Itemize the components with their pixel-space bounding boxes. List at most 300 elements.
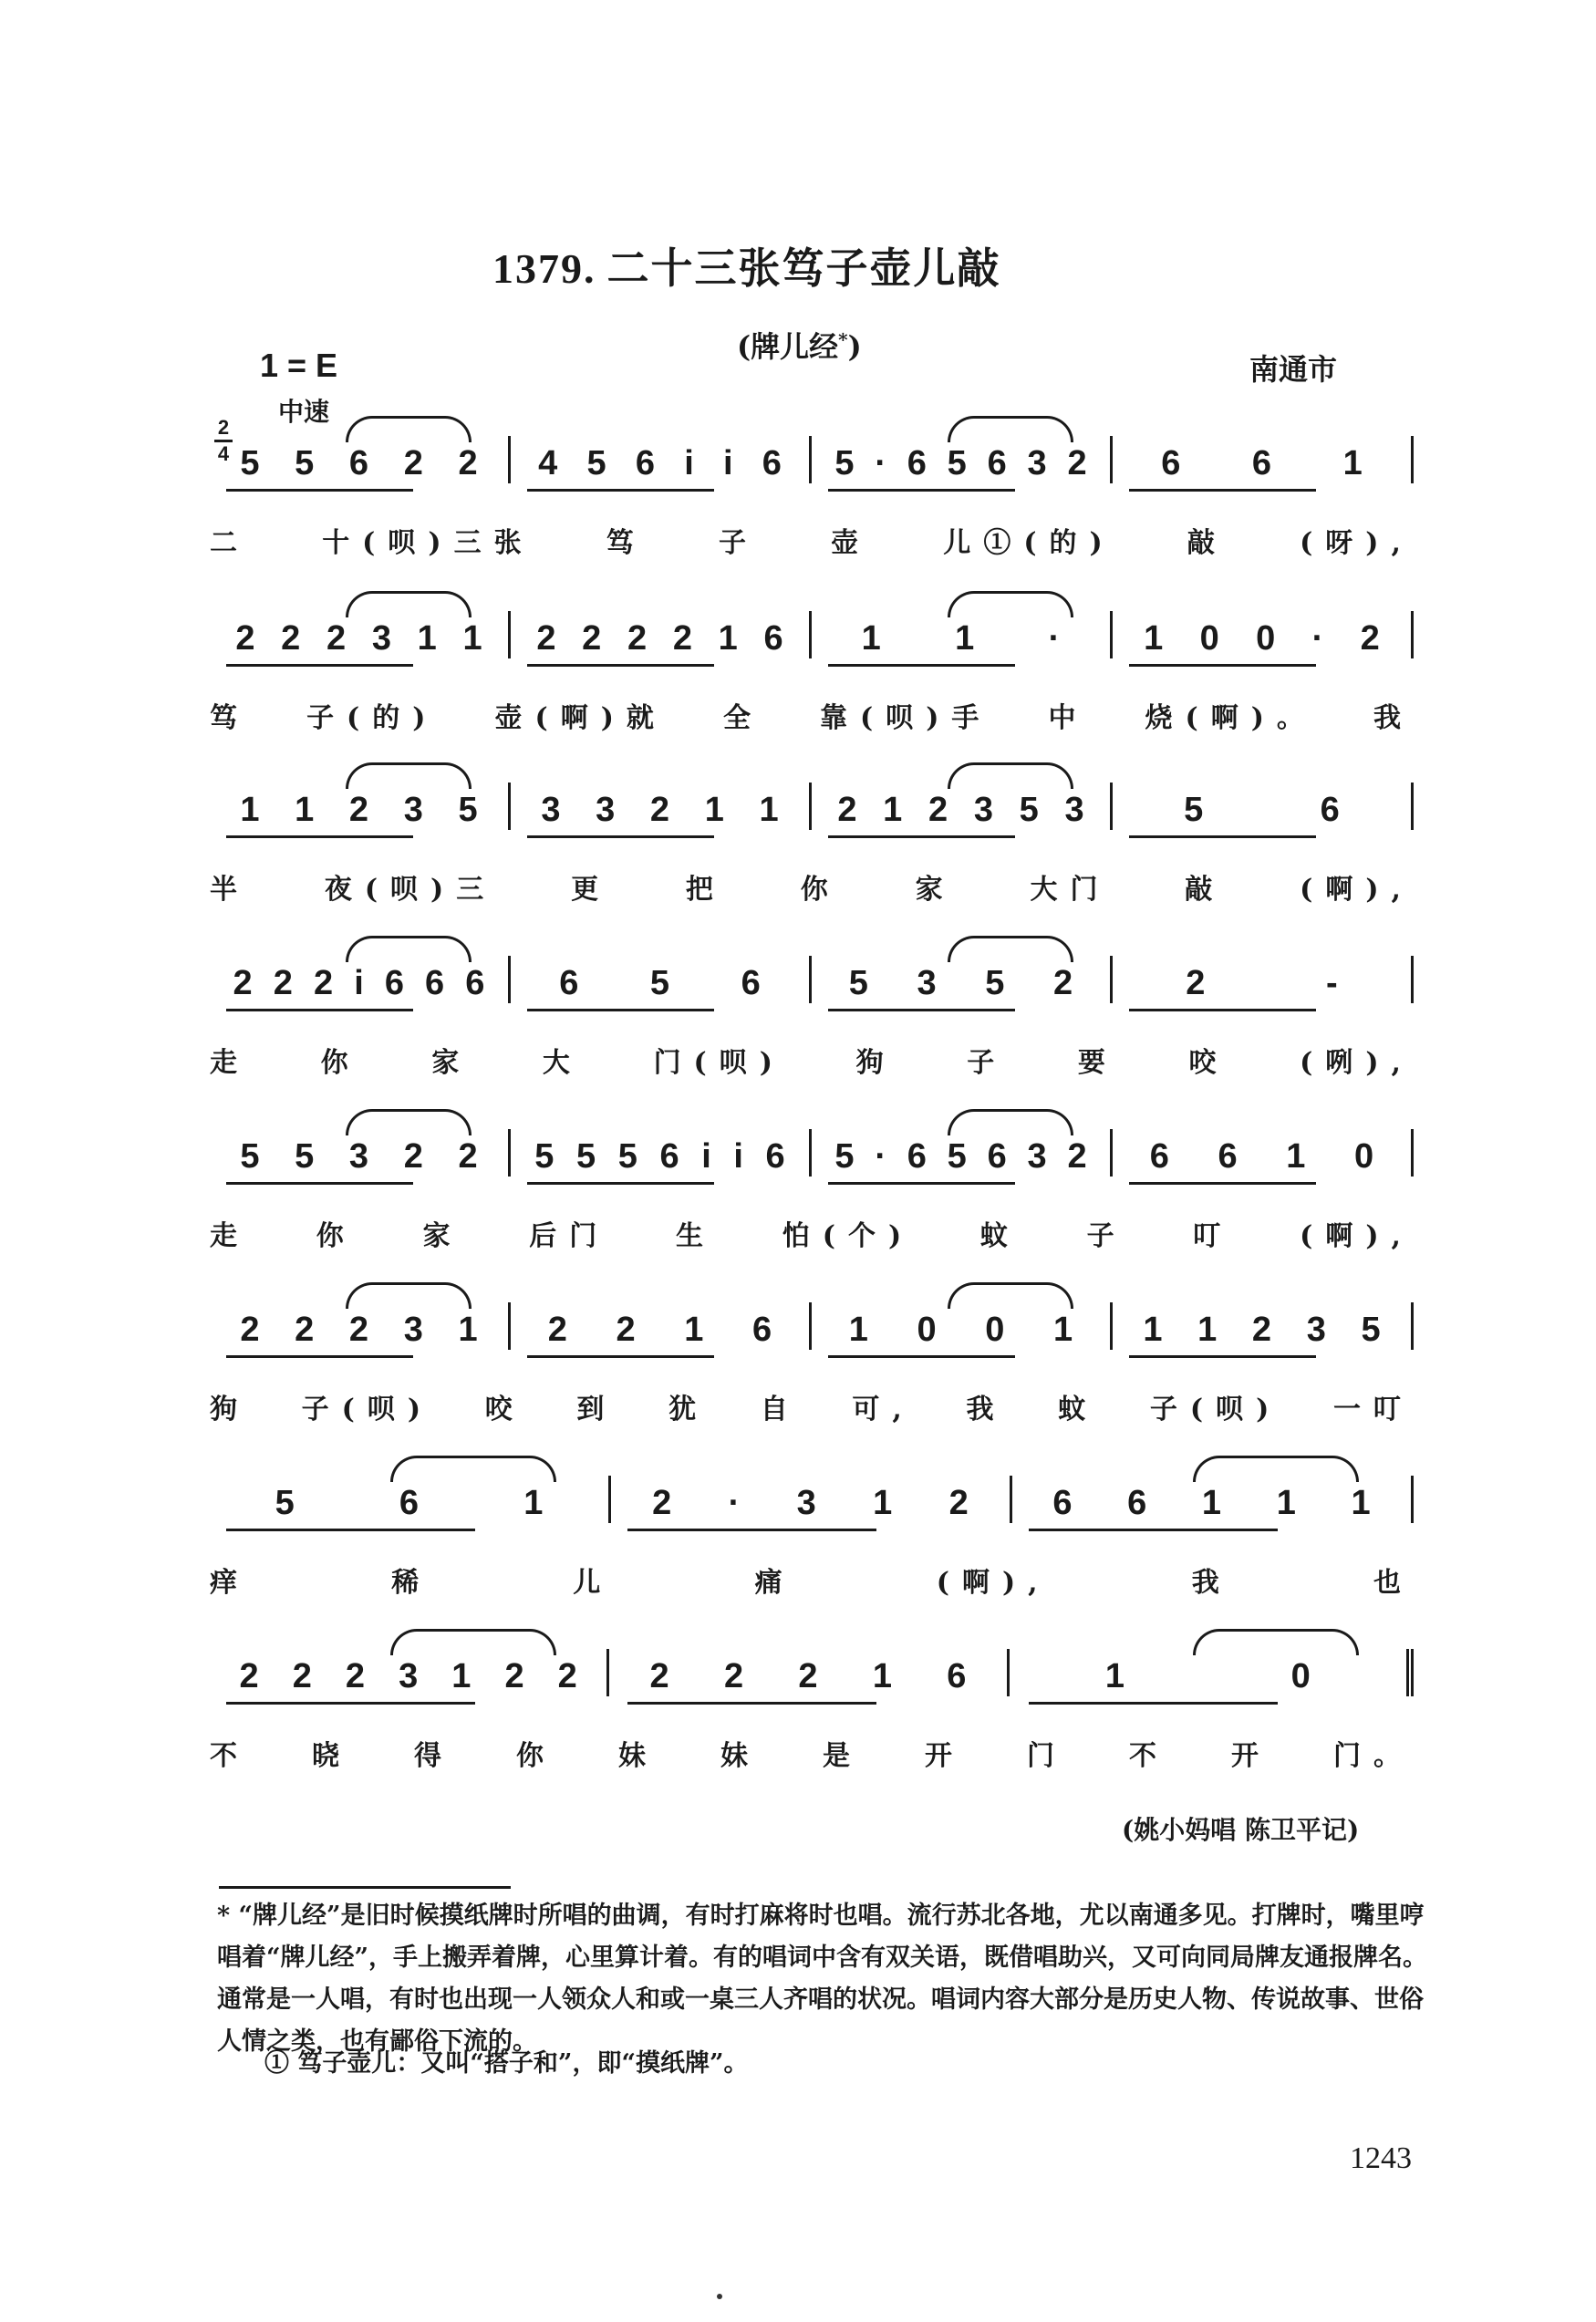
note: 1: [1201, 1484, 1222, 1522]
slur-mark: [948, 416, 1073, 442]
slur-mark: [346, 591, 472, 617]
note: 0: [985, 1311, 1005, 1349]
lyric-syllable: 门(呗): [653, 1047, 785, 1079]
note: 2: [233, 964, 253, 1002]
note: 6: [987, 444, 1007, 482]
beam-line: [226, 1529, 475, 1531]
slur-mark: [1193, 1629, 1359, 1655]
note: 5: [240, 444, 260, 482]
lyric-syllable: 子: [1086, 1220, 1127, 1252]
measure: [1113, 783, 1414, 830]
note: 5: [649, 964, 670, 1002]
note: 1: [873, 1484, 893, 1522]
note: 3: [596, 791, 616, 829]
lyric-syllable: 怕(个): [782, 1220, 915, 1252]
beam-line: [226, 835, 413, 838]
note: 2: [1067, 444, 1087, 482]
beam-line: [627, 1529, 876, 1531]
note: 1: [883, 791, 903, 829]
note: 2: [348, 791, 369, 829]
note: 1: [684, 1311, 704, 1349]
beam-line: [1129, 1182, 1316, 1185]
score-system: [210, 956, 1414, 1093]
lyric-syllable: 走: [210, 1220, 250, 1252]
lyric-syllable: 蚊: [979, 1220, 1021, 1252]
lyric-syllable: 十(呗)三张: [322, 527, 534, 559]
lyric-syllable: 一叮: [1332, 1394, 1414, 1425]
measure: [1113, 1129, 1414, 1177]
lyric-syllable: 到: [576, 1394, 617, 1425]
notes-row: [210, 611, 1414, 658]
measure: [1113, 956, 1414, 1003]
lyric-syllable: 我: [1191, 1567, 1232, 1599]
note: 5: [576, 1137, 596, 1176]
note: ·: [875, 444, 886, 482]
measure: [210, 1649, 609, 1696]
score-system: [210, 783, 1414, 919]
lyric-syllable: 咬: [1188, 1047, 1229, 1079]
note: 0: [1199, 619, 1219, 658]
score-system: [210, 1129, 1414, 1266]
measure: [812, 956, 1113, 1003]
measure: [210, 436, 511, 483]
note: i: [684, 444, 694, 482]
note: 3: [403, 791, 423, 829]
slur-mark: [1193, 1456, 1359, 1482]
note: 0: [1256, 619, 1276, 658]
lyric-syllable: 把: [685, 874, 726, 906]
note: 6: [659, 1137, 679, 1176]
note: 2: [458, 444, 478, 482]
slur-mark: [948, 762, 1073, 789]
song-origin: 南通市: [1249, 352, 1338, 387]
measure: [210, 783, 511, 830]
note: -: [1326, 964, 1338, 1002]
beam-line: [527, 664, 714, 667]
note: 2: [627, 619, 648, 658]
note: 6: [1320, 791, 1340, 829]
measure: [609, 1649, 1009, 1696]
note: 5: [275, 1484, 295, 1522]
beam-line: [226, 1702, 475, 1705]
lyric-syllable: 烧(啊)。: [1145, 702, 1317, 734]
song-subtitle: [737, 324, 862, 366]
lyric-syllable: 家: [915, 874, 956, 906]
subtitle-close: ): [847, 329, 862, 364]
note: 2: [240, 1311, 260, 1349]
note: 2: [313, 964, 334, 1002]
lyric-syllable: 不: [1129, 1740, 1169, 1772]
measure: [511, 1129, 812, 1177]
note: 5: [534, 1137, 554, 1176]
note: i: [354, 964, 364, 1002]
note: 2: [798, 1657, 818, 1695]
lyric-syllable: 你: [316, 1220, 357, 1252]
note: 2: [403, 444, 423, 482]
beam-line: [828, 1355, 1015, 1358]
lyric-syllable: 壶: [831, 527, 872, 559]
lyric-syllable: 中: [1048, 702, 1089, 734]
lyric-syllable: 敲: [1185, 874, 1226, 906]
measure: [1010, 1649, 1414, 1696]
note: 2: [281, 619, 301, 658]
tempo-marking: 中速: [278, 397, 330, 427]
measure: [210, 956, 511, 1003]
note: 2: [582, 619, 602, 658]
note: 6: [399, 1484, 420, 1522]
beam-line: [226, 489, 413, 492]
lyric-syllable: 子(呗): [301, 1394, 434, 1425]
lyric-syllable: 不: [210, 1740, 250, 1772]
beam-line: [527, 489, 714, 492]
lyric-syllable: (啊),: [1300, 1220, 1414, 1252]
slur-mark: [948, 1282, 1073, 1309]
beam-line: [226, 664, 413, 667]
score-system: [210, 1476, 1414, 1612]
note: 2: [536, 619, 556, 658]
beam-line: [527, 835, 714, 838]
beam-line: [226, 1182, 413, 1185]
lyric-syllable: 夜(呗)三: [324, 874, 497, 906]
slur-mark: [346, 762, 472, 789]
beam-line: [226, 1009, 413, 1011]
note: 5: [947, 444, 967, 482]
note: 5: [848, 964, 868, 1002]
notes-row: [210, 1302, 1414, 1350]
note: 6: [947, 1657, 967, 1695]
lyric-syllable: 全: [722, 702, 763, 734]
lyric-syllable: 可,: [852, 1394, 915, 1425]
note: 1: [759, 791, 779, 829]
footnote-divider: [219, 1886, 511, 1889]
subtitle-text: (牌儿经: [737, 329, 839, 364]
note: 6: [907, 444, 927, 482]
measure: [1012, 1476, 1414, 1523]
lyric-syllable: 子: [718, 527, 759, 559]
note: 6: [348, 444, 369, 482]
note: 0: [1354, 1137, 1374, 1176]
note: 2: [616, 1311, 636, 1349]
slur-mark: [346, 1282, 472, 1309]
note: 6: [384, 964, 404, 1002]
beam-line: [1129, 1009, 1316, 1011]
song-title: [492, 235, 1001, 295]
measure: [210, 1302, 511, 1350]
note: 6: [635, 444, 655, 482]
measure: [812, 611, 1113, 658]
note: 6: [741, 964, 761, 1002]
note: 2: [1251, 1311, 1272, 1349]
lyrics-row: [210, 520, 1414, 560]
note: 5: [947, 1137, 967, 1176]
note: 1: [848, 1311, 868, 1349]
lyric-syllable: 壶(啊)就: [494, 702, 667, 734]
measure: [511, 1302, 812, 1350]
note: 2: [837, 791, 857, 829]
note: 3: [403, 1311, 423, 1349]
note: 5: [240, 1137, 260, 1176]
note: 2: [948, 1484, 969, 1522]
lyric-syllable: 门: [1027, 1740, 1067, 1772]
note: 6: [559, 964, 579, 1002]
lyric-syllable: 儿①(的): [943, 527, 1115, 559]
note: 4: [538, 444, 558, 482]
note: 1: [1053, 1311, 1073, 1349]
note: 1: [955, 619, 975, 658]
note: 6: [763, 619, 783, 658]
measure: [1113, 611, 1414, 658]
note: 1: [1342, 444, 1363, 482]
note: 3: [973, 791, 993, 829]
notes-row: [210, 436, 1414, 483]
lyric-syllable: 子(的): [306, 702, 439, 734]
page-number: 1243: [1350, 2141, 1412, 2175]
beam-line: [1029, 1702, 1278, 1705]
note: 1: [861, 619, 881, 658]
lyric-syllable: 叮: [1193, 1220, 1234, 1252]
footnote-1: ① 笃子壶儿：又叫“搭子和”，即“摸纸牌”。: [264, 2049, 749, 2078]
note: 5: [834, 1137, 855, 1176]
lyric-syllable: 晓: [312, 1740, 352, 1772]
measure: [210, 1129, 511, 1177]
note: 3: [399, 1657, 419, 1695]
note: 2: [1067, 1137, 1087, 1176]
lyric-syllable: 更: [571, 874, 612, 906]
beam-line: [1129, 835, 1316, 838]
lyric-syllable: 生: [676, 1220, 716, 1252]
beam-line: [1129, 1355, 1316, 1358]
lyric-syllable: 也: [1373, 1567, 1414, 1599]
lyric-syllable: 敲: [1187, 527, 1228, 559]
measure: [812, 1302, 1113, 1350]
note: 2: [1360, 619, 1380, 658]
note: 6: [425, 964, 445, 1002]
note: 1: [523, 1484, 544, 1522]
note: i: [733, 1137, 743, 1176]
lyric-syllable: (咧),: [1300, 1047, 1414, 1079]
note: 2: [403, 1137, 423, 1176]
note: 0: [1290, 1657, 1311, 1695]
lyrics-row: [210, 1560, 1414, 1600]
measure: [1113, 436, 1414, 483]
note: 3: [1306, 1311, 1326, 1349]
lyrics-row: [210, 1040, 1414, 1080]
lyric-syllable: 大门: [1030, 874, 1111, 906]
note: 6: [1052, 1484, 1073, 1522]
lyric-syllable: 咬: [484, 1394, 525, 1425]
note: 5: [1361, 1311, 1381, 1349]
lyric-syllable: 家: [431, 1047, 472, 1079]
note: 1: [451, 1657, 472, 1695]
lyric-syllable: 得: [414, 1740, 454, 1772]
note: 2: [557, 1657, 577, 1695]
lyric-syllable: 走: [210, 1047, 250, 1079]
beam-line: [828, 1009, 1015, 1011]
note: 5: [985, 964, 1005, 1002]
scan-speck: [717, 2294, 722, 2299]
note: 3: [1064, 791, 1084, 829]
note: 3: [348, 1137, 369, 1176]
slur-mark: [346, 936, 472, 962]
lyric-syllable: 狗: [210, 1394, 250, 1425]
lyrics-row: [210, 866, 1414, 907]
lyric-syllable: 稀: [391, 1567, 432, 1599]
measure: [511, 436, 812, 483]
note: 2: [928, 791, 948, 829]
lyric-syllable: 痒: [210, 1567, 250, 1599]
note: 2: [326, 619, 347, 658]
lyric-syllable: 痛: [754, 1567, 795, 1599]
performer-credit: (姚小妈唱 陈卫平记): [1122, 1815, 1360, 1845]
score-system: [210, 1302, 1414, 1439]
note: 1: [1143, 1311, 1163, 1349]
note: 5: [834, 444, 855, 482]
note: 2: [652, 1484, 672, 1522]
note: 6: [1149, 1137, 1169, 1176]
lyric-syllable: 要: [1077, 1047, 1118, 1079]
slur-mark: [948, 1109, 1073, 1135]
note: 6: [907, 1137, 927, 1176]
note: ·: [1311, 619, 1324, 658]
slur-mark: [390, 1456, 556, 1482]
lyric-syllable: 后门: [529, 1220, 610, 1252]
note: 1: [704, 791, 724, 829]
lyric-syllable: 半: [210, 874, 250, 906]
beam-line: [527, 1355, 714, 1358]
note: 2: [273, 964, 293, 1002]
beam-line: [1029, 1529, 1278, 1531]
lyric-syllable: 笃: [210, 702, 250, 734]
note: 1: [417, 619, 437, 658]
note: i: [722, 444, 733, 482]
lyric-syllable: 大: [542, 1047, 583, 1079]
note: 6: [1127, 1484, 1147, 1522]
lyrics-row: [210, 1213, 1414, 1253]
note: 6: [465, 964, 485, 1002]
note: 1: [1276, 1484, 1296, 1522]
beam-line: [828, 1182, 1015, 1185]
notes-row: [210, 1129, 1414, 1177]
note: 1: [1197, 1311, 1218, 1349]
note: 6: [987, 1137, 1007, 1176]
lyric-syllable: 门。: [1333, 1740, 1414, 1772]
note: 0: [917, 1311, 937, 1349]
notes-row: [210, 783, 1414, 830]
lyric-syllable: 家: [422, 1220, 463, 1252]
lyric-syllable: 靠(呗)手: [820, 702, 992, 734]
measure: [1113, 1302, 1414, 1350]
note: 5: [295, 1137, 315, 1176]
note: 2: [345, 1657, 366, 1695]
key-signature: 1 = E: [260, 347, 338, 384]
note: 6: [1251, 444, 1272, 482]
lyric-syllable: 自: [760, 1394, 801, 1425]
lyric-syllable: 子(呗): [1149, 1394, 1282, 1425]
slur-mark: [346, 416, 472, 442]
song-title-text: 二十三张笃子壶儿敲: [606, 244, 1001, 293]
note: 2: [1053, 964, 1073, 1002]
note: 5: [458, 791, 478, 829]
note: 6: [765, 1137, 785, 1176]
note: 3: [541, 791, 561, 829]
note: 1: [1104, 1657, 1125, 1695]
note: 2: [292, 1657, 312, 1695]
measure: [511, 611, 812, 658]
note: 2: [348, 1311, 369, 1349]
note: 1: [240, 791, 260, 829]
note: 1: [458, 1311, 478, 1349]
measure: [210, 611, 511, 658]
note: 2: [672, 619, 692, 658]
note: 3: [371, 619, 391, 658]
note: 2: [239, 1657, 259, 1695]
lyric-syllable: 开: [925, 1740, 965, 1772]
beam-line: [828, 489, 1015, 492]
note: 2: [547, 1311, 567, 1349]
lyric-syllable: (啊),: [936, 1567, 1051, 1599]
note: 2: [235, 619, 255, 658]
lyric-syllable: 犹: [668, 1394, 710, 1425]
beam-line: [828, 835, 1015, 838]
beam-line: [1129, 664, 1316, 667]
note: 1: [295, 791, 315, 829]
lyrics-row: [210, 695, 1414, 735]
note: 3: [1027, 1137, 1047, 1176]
note: 1: [1286, 1137, 1306, 1176]
footnote: * “牌儿经”是旧时候摸纸牌时所唱的曲调，有时打麻将时也唱。流行苏北各地，尤以南通多见。打牌时，嘴里哼唱着“牌儿经”，手上搬弄着牌，心里算计着。有的唱词中含有双关语，既借唱助兴，又可向同局牌友通报牌名。通常是一人唱，有时也出现一人领众人和或一桌三人齐唱的状况。唱词内容大部分是历史人物、传说故事、世俗人情之类，也有鄙俗下流的。: [217, 1902, 1428, 2056]
measure: [210, 1476, 611, 1523]
beam-line: [1129, 489, 1316, 492]
measure: [812, 436, 1113, 483]
lyric-syllable: 笃: [606, 527, 647, 559]
note: 6: [762, 444, 782, 482]
lyric-syllable: (呀),: [1300, 527, 1414, 559]
note: 1: [1144, 619, 1164, 658]
note: 6: [752, 1311, 772, 1349]
score-system: [210, 1649, 1414, 1786]
note: ·: [875, 1137, 886, 1176]
note: 1: [718, 619, 738, 658]
measure: [511, 783, 812, 830]
lyric-syllable: 你: [800, 874, 841, 906]
notes-row: [210, 956, 1414, 1003]
note: 5: [295, 444, 315, 482]
slur-mark: [390, 1629, 556, 1655]
beam-line: [527, 1009, 714, 1011]
time-signature-bottom: 4: [217, 442, 230, 465]
note: ·: [728, 1484, 741, 1522]
note: 2: [649, 791, 670, 829]
lyric-syllable: (啊),: [1300, 874, 1414, 906]
slur-mark: [948, 936, 1073, 962]
note: 5: [617, 1137, 637, 1176]
note: i: [701, 1137, 711, 1176]
score-system: [210, 436, 1414, 573]
note: 2: [1186, 964, 1206, 1002]
note: 3: [796, 1484, 816, 1522]
lyric-syllable: 狗: [855, 1047, 896, 1079]
note: 5: [1019, 791, 1039, 829]
note: ·: [1048, 619, 1061, 658]
note: 2: [723, 1657, 744, 1695]
measure: [812, 783, 1113, 830]
lyric-syllable: 妹: [720, 1740, 761, 1772]
lyric-syllable: 开: [1231, 1740, 1271, 1772]
note: 2: [295, 1311, 315, 1349]
note: 6: [1161, 444, 1181, 482]
song-number: 1379.: [492, 245, 596, 292]
lyric-syllable: 妹: [618, 1740, 658, 1772]
